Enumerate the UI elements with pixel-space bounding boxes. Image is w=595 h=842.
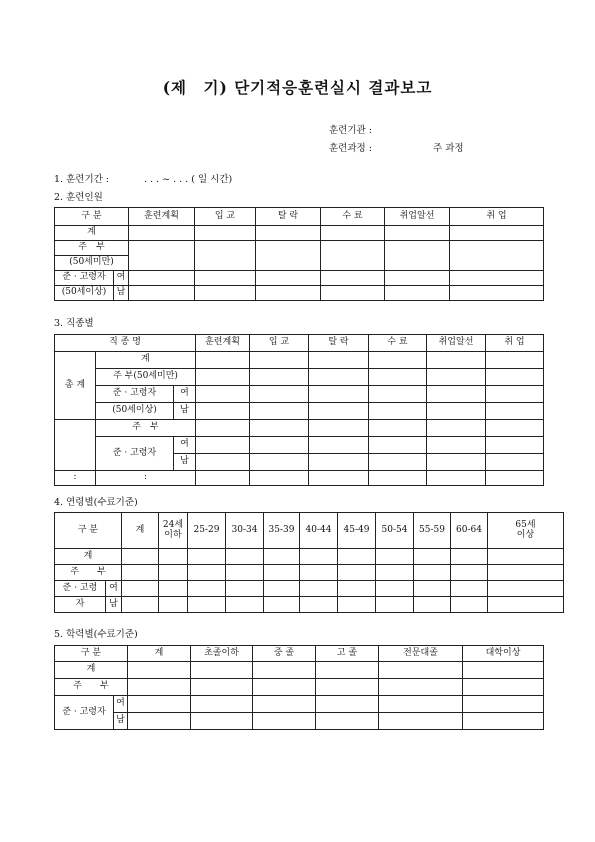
row-label-female: 여: [174, 437, 196, 454]
row-label-senior-age: (50세이상): [55, 286, 114, 301]
institution-label: 훈련기관 :: [329, 125, 372, 136]
job-name-blank: [55, 420, 96, 471]
section-2-label: 2. 훈련인원: [54, 192, 103, 203]
education-table: [54, 645, 544, 730]
header-plan: 훈련계획: [196, 335, 250, 352]
age-table: [54, 512, 564, 613]
row-label-continuation: :: [55, 471, 96, 486]
training-headcount-table: [54, 207, 544, 301]
header-completed: 수 료: [369, 335, 427, 352]
header-enrolled: 입 교: [250, 335, 309, 352]
section-4-label: 4. 연령별(수료기준): [54, 497, 138, 508]
header-dropout: 탈 락: [309, 335, 369, 352]
header-university-or-above: 대학이상: [463, 646, 544, 662]
header-high-school: 고 졸: [316, 646, 379, 662]
row-label-senior: 준 · 고령자: [55, 271, 114, 286]
header-age-55-59: 55-59: [414, 513, 451, 549]
header-age-35-39: 35-39: [264, 513, 300, 549]
header-job-referral: 취업알선: [427, 335, 486, 352]
row-label-senior: 준 · 고령자: [55, 696, 114, 730]
header-category: 구 분: [55, 646, 128, 662]
row-label-male: 남: [174, 403, 196, 420]
header-age-60-64: 60-64: [451, 513, 488, 549]
header-dropout: 탈 락: [256, 208, 321, 226]
header-age-30-34: 30-34: [226, 513, 264, 549]
row-label-housewife: 주 부: [55, 241, 129, 256]
header-enrolled: 입 교: [195, 208, 256, 226]
header-employed: 취 업: [450, 208, 544, 226]
header-category: 구 분: [55, 208, 129, 226]
row-label-total: 계: [55, 549, 122, 565]
row-label-housewife: 주 부: [55, 679, 128, 696]
row-label-male: 남: [106, 597, 122, 613]
header-age-65-over: [488, 513, 564, 549]
training-period-value: . . . ~ . . . ( 일 시간): [144, 174, 233, 185]
row-label-total: 계: [55, 226, 129, 241]
section-5-label: 5. 학력별(수료기준): [54, 629, 138, 640]
header-total: 계: [128, 646, 191, 662]
header-age-25-29: 25-29: [188, 513, 226, 549]
header-job-referral: 취업알선: [385, 208, 450, 226]
header-age-45-49: 45-49: [338, 513, 376, 549]
header-middle-school: 중 졸: [253, 646, 316, 662]
row-label-male: 남: [114, 713, 128, 730]
header-total: 계: [122, 513, 159, 549]
row-label-continuation: :: [96, 471, 196, 486]
header-age-24: 24세: [162, 520, 184, 531]
row-label-housewife-2: 주 부: [96, 420, 196, 437]
row-label-total: 계: [55, 662, 128, 679]
header-junior-college: 전문대졸: [379, 646, 463, 662]
header-job-name: 직 종 명: [55, 335, 196, 352]
header-age-50-54: 50-54: [376, 513, 414, 549]
row-label-female: 여: [106, 581, 122, 597]
header-elementary-or-less: 초졸이하: [191, 646, 253, 662]
course-label: 훈련과정 :: [329, 143, 372, 154]
row-label-female: 여: [174, 386, 196, 403]
header-category: 구 분: [55, 513, 122, 549]
row-label-female: 여: [114, 696, 128, 713]
page-title: (제 기) 단기적응훈련실시 결과보고: [162, 78, 433, 97]
row-label-housewife: 주 부(50세미만): [96, 369, 196, 386]
header-employed: 취 업: [486, 335, 544, 352]
section-1-label: 1. 훈련기간 :: [54, 174, 110, 185]
row-label-senior-suffix: 자: [55, 597, 106, 613]
row-label-male: 남: [114, 286, 129, 301]
row-label-male: 남: [174, 454, 196, 471]
course-weeks: 주 과정: [433, 143, 464, 154]
row-label-housewife-age: (50세미만): [55, 256, 129, 271]
row-label-total: 계: [96, 352, 196, 369]
row-label-female: 여: [114, 271, 129, 286]
header-age-40-44: 40-44: [300, 513, 338, 549]
row-label-grand-total: 총 계: [55, 352, 96, 420]
row-label-senior-age: (50세이상): [96, 403, 174, 420]
header-age-65: 65세: [515, 520, 536, 531]
header-completed: 수 료: [321, 208, 385, 226]
row-label-senior: 준 · 고령: [55, 581, 106, 597]
header-plan: 훈련계획: [129, 208, 195, 226]
row-label-senior: 준 · 고령자: [96, 386, 174, 403]
header-age-under: 이하: [164, 529, 182, 540]
job-type-table: [54, 334, 544, 486]
row-label-housewife: 주 부: [55, 565, 122, 581]
header-age-24-under: [159, 513, 188, 549]
header-age-over: 이상: [516, 529, 535, 540]
section-3-label: 3. 직종별: [54, 318, 94, 329]
row-label-senior-2: 준 · 고령자: [96, 437, 174, 471]
